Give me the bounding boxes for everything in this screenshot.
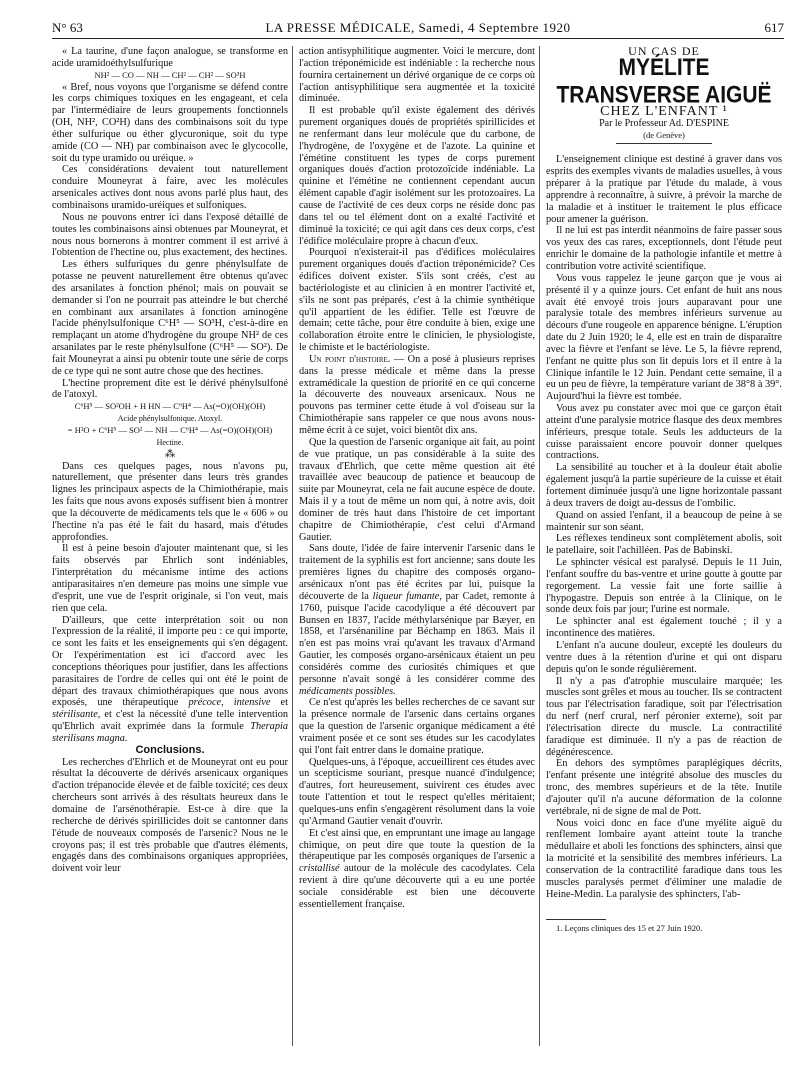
paragraph: Sans doute, l'idée de faire intervenir l'arsenic dans le traitement de la syphilis est fort ancienne; sans doute les premières lignes du chapitre des composés organo-arsénicaux n'ont pas été écrites par lui, puisque la découverte de la liqueur fumante, par Cadet, remonte à 1760, puisque l'acide cacodylique a été découvert par Bunsen en 1837, l'acide méthylarsénique par Bæyer, en 1858, et l'arsénaniline par Béchamp en 1863. Mais il n'en est pas moins vrai qu'avant les travaux d'Armand Gautier, les composés organo-arsénicaux étaient un peu considérés comme des curiosités chimiques et que personne n'avait songé à les considérer comme des médicaments possibles. xyxy=(299,543,535,697)
paragraph: Il est probable qu'il existe également des dérivés purement organiques doués de propriétés spirillicides et ne renfermant dans leur molécule que du carbone, de l'hydrogène, de l'oxygène et de l'azote. La quinine et l'émétine constituent les types de corps purement organiques doués d'action protozoïcide indéniable. La quinine et l'émétine ne contiennent cependant aucun élément capable d'agir isolément sur les protozoaires. La cause de l'activité de ces deux corps ne réside donc pas dans tel ou tel élément dont on a exalté l'activité et diminué la toxicité; ce qui agit dans ces deux corps, c'est l'édifice moléculaire propre à chacun d'eux. xyxy=(299,105,535,247)
page-number: 617 xyxy=(764,20,784,35)
formula-reaction: C⁶H⁵ — SO²OH + H HN — C⁶H⁴ — As(=O)(OH)(OH) xyxy=(74,401,266,412)
paragraph: Les éthers sulfuriques du genre phénylsulfate de potasse ne peuvent naturellement être obtenus qu'avec des arsanilates à fonction phénol; mais on pouvait se demander si l'on ne pourrait pas atteindre le but cherché en combinant aux arsanilates à fonction aminogène l'acide phénylsulfonique C⁶H⁵ — SO³H, c'est-à-dire en remplaçant un atome d'hydrogène du groupe NH² de ces arsanilates par le reste phénylsulfone (C⁶H⁵ — SO²). De fait Mouneyrat a ainsi pu obtenir toute une série de corps de ce type qui ne sont autre chose que des hectines. xyxy=(52,259,288,377)
paragraph: Dans ces quelques pages, nous n'avons pu, naturellement, que présenter dans leurs très grandes lignes les principaux aspects de la Chimiothérapie, mais les faits que nous avons exposés suffisent bien à montrer que la découverte de médicaments tels que le « 606 » ou l'hectine n'a pas été le fait du hasard, mais d'études approfondies. xyxy=(52,460,288,543)
column-1 xyxy=(52,46,288,875)
paragraph: Il ne lui est pas interdit néanmoins de faire passer sous vos yeux des cas rares, exceptionnels, dont l'étude peut enrichir le domaine de la pathologie infantile et mettre à contribution votre activité scientifique. xyxy=(546,225,782,272)
paragraph: Ces considérations devaient tout naturellement conduire Mouneyrat à faire, avec les molécules arsenicales actives dont nous avons parlé plus haut, des combinaisons uramido-uréiques et sulfoniques. xyxy=(52,164,288,211)
paragraph: En dehors des symptômes paraplégiques décrits, l'enfant présente une intégrité absolue des muscles du tronc, des membres supérieurs et de la tête. Inutile d'ajouter qu'il n'a aucune déformation de la colonne vertébrale, ni de signe de mal de Pott. xyxy=(546,758,782,817)
paragraph: Il est à peine besoin d'ajouter maintenant que, si les faits observés par Ehrlich sont indéniables, l'interprétation du mécanisme intime des actions antiparasitaires n'en demeure pas moins une simple vue d'esprit, une vue de l'esprit originale, si l'on veut, mais rien que cela. xyxy=(52,543,288,614)
paragraph: Ce n'est qu'après les belles recherches de ce savant sur la présence normale de l'arsenic dans certains organes que la question de l'arsenic organique médicament a été vraiment posée et ce sont ses études sur les cacodylates qui l'ont fait entrer dans le domaine pratique. xyxy=(299,697,535,756)
paragraph: Il n'y a pas d'atrophie musculaire marquée; les muscles sont grêles et mous au toucher. Ils se contractent tous par l'électrisation faradique, soit par l'électrisation du nerf (nerf crural, nerf péronier externe), soit par l'électrisation directe du muscle. La contractilité faradique est diminuée. Il n'y a pas de réaction de dégénérescence. xyxy=(546,675,782,758)
paragraph: D'ailleurs, que cette interprétation soit ou non l'expression de la réalité, il importe peu : ce qui importe, ce sont les faits et les enseignements qui s'en dégagent. Or l'expérimentation est ici d'accord avec les conceptions théoriques pour justifier, dans les affections parasitaires de l'ordre de celles qui ont été le point de départ des travaux chimiothérapiques que nous avons exposés, une thérapeutique précoce, intensive et stérilisante, et c'est la nécessité d'une telle intervention qu'Ehrlich avait exprimée dans la formule Therapia sterilisans magna. xyxy=(52,614,288,744)
paragraph: Vous vous rappelez le jeune garçon que je vous ai présenté il y a quinze jours. Cet enfant de huit ans nous avait été envoyé trois jours auparavant pour une paralysie totale des membres inférieurs survenue au décours d'une rougeole en apparence bénigne. L'éruption date du 2 Juin 1920; le 4, elle est en train de disparaître avec la fièvre et l'enfant se lève. Le 5, la fièvre reprend, l'enfant ne quitte plus son lit depuis lors et il entre à la Clinique infantile le 12 Juin. Pendant cette semaine, il a eu un peu de fièvre, la température variant de 38°8 à 39°. Aujourd'hui la fièvre est tombée. xyxy=(546,272,782,403)
paragraph: Les recherches d'Ehrlich et de Mouneyrat ont eu pour résultat la découverte de dérivés arsenicaux organiques d'action trépanocide élevée et de faible toxicité; ces deux chercheurs sont arrivés à des résultats heureux dans le domaine de l'arsénothérapie. Est-ce à dire que la recherche de dérivés spirillicides doit se cantonner dans l'étude de nouveaux composés de l'arsenic? Nous ne le croyons pas; il est très probable que d'autres éléments, engagés dans des combinaisons organiques appropriées, doivent voir leur xyxy=(52,756,288,875)
page-header xyxy=(52,20,784,36)
paragraph: Nous voici donc en face d'une myélite aiguë du renflement lombaire ayant atteint toute la tranche médullaire et aboli les fonctions des sphincters, ainsi que la motricité et la sensibilité des membres inférieurs. La conservation de la contractilité faradique dans tous les muscles paralysés permet d'éliminer une maladie de Heine-Medin. La paralysie des sphincters, l'ab- xyxy=(546,817,782,900)
paragraph: « La taurine, d'une façon analogue, se transforme en acide uramidoéthylsulfurique xyxy=(52,46,288,69)
column-3 xyxy=(546,46,782,934)
paragraph: Pourquoi n'existerait-il pas d'édifices moléculaires purement organiques doués d'action tréponémicide? Ces édifices doivent exister. S'ils sont créés, c'est au bactériologiste et au clinicien à en montrer l'activité et, s'ils ne sont pas préparés, c'est à la chimie synthétique qu'il appartient de les édifier. Telle est l'œuvre de demain; cette tâche, pour être conduite à bien, exige une collaboration étroite entre le clinicien, le physiologiste, le chimiste et le bactériologiste. xyxy=(299,247,535,354)
author-affiliation: (de Genève) xyxy=(643,129,685,140)
paragraph: L'enseignement clinique est destiné à graver dans vos esprits des exemples vivants de maladies usuelles, à vous préparer à la pratique par l'étude du malade, à vous apprendre à reconnaître, à suivre, à prévoir la marche de la maladie et à instituer le traitement le plus efficace pour amener la guérison. xyxy=(546,154,782,225)
formula-uramido: NH² — CO — NH — CH² — CH² — SO³H xyxy=(94,69,246,80)
footnote: 1. Leçons cliniques des 15 et 27 Juin 1920. xyxy=(556,922,703,933)
formula-labels: Acide phénylsulfonique. Atoxyl. xyxy=(117,414,223,424)
paragraph: L'hectine proprement dite est le dérivé phénylsulfoné de l'atoxyl. xyxy=(52,377,288,401)
article-subtitle: CHEZ L'ENFANT ¹ xyxy=(600,103,728,119)
title-rule xyxy=(616,143,712,144)
paragraph: Vous avez pu constater avec moi que ce garçon était atteint d'une paralysie motrice flasque des deux membres inférieurs, presque totale. Seuls les adducteurs de la cuisse paraissaient encore pouvoir donner quelques contractions. xyxy=(546,403,782,462)
paragraph: Quelques-uns, à l'époque, accueillirent ces études avec un scepticisme souriant, presque nuancé d'indulgence; d'autres, fort heureusement, suivirent ces études avec toute l'attention et tout le respect qu'elles méritaient; quelques-uns enfin s'engagèrent résolument dans la voie qu'Armand Gautier venait d'ouvrir. xyxy=(299,756,535,827)
formula-hectine: = H²O + C⁶H⁵ — SO² — NH — C⁶H⁴ — As(=O)(OH)(OH) xyxy=(67,425,273,435)
article-kicker: UN CAS DE xyxy=(628,44,700,58)
article-author: Par le Professeur Ad. D'ESPINE xyxy=(599,117,729,129)
section-heading-conclusions: Conclusions. xyxy=(135,743,205,756)
run-in-heading: Un point d'histoire. xyxy=(309,353,391,365)
paragraph: Quand on assied l'enfant, il a beaucoup de peine à se maintenir sur son séant. xyxy=(546,509,782,533)
journal-title: LA PRESSE MÉDICALE, Samedi, 4 Septembre 1920 xyxy=(265,20,571,35)
issue-number: N° 63 xyxy=(52,20,83,35)
article-title: MYÉLITE TRANSVERSE AIGUË xyxy=(556,54,772,109)
footnote-rule xyxy=(546,919,606,920)
paragraph: Les réflexes tendineux sont complètement abolis, soit le patellaire, soit l'achilléen. Pas de Babinski. xyxy=(546,533,782,557)
column-2 xyxy=(299,46,535,911)
section-stars: ⁂ xyxy=(164,448,176,460)
paragraph: action antisyphilitique augmenter. Voici le mercure, dont l'action tréponémicide est indéniable : la recherche nous fournira certainement un dérivé organique de ce corps où l'action antisyphilitique sera augmentée et la toxicité diminuée. xyxy=(299,46,535,105)
paragraph: Et c'est ainsi que, en empruntant une image au langage chimique, on peut dire que toute la question de la thérapeutique par les composés organiques de l'arsenic a cristallisé autour de la molécule des cacodylates. Cela revient à dire qu'une découverte qui a eu une portée sociale considérable est bien une découverte essentiellement française. xyxy=(299,827,535,910)
paragraph: Nous ne pouvons entrer ici dans l'exposé détaillé de toutes les combinaisons ainsi obtenues par Mouneyrat, et nous nous bornerons à montrer comment il est arrivé à l'obtention de l'hectine ou, plus exactement, des hectines. xyxy=(52,211,288,259)
paragraph: L'enfant n'a aucune douleur, excepté les douleurs du ventre dues à la rétention d'urine et qui ont disparu depuis qu'on le sonde régulièrement. xyxy=(546,639,782,675)
paragraph: Un point d'histoire. — On a posé à plusieurs reprises dans la presse médicale et même dans la presse extramédicale la question de priorité en ce qui concerne la découverte des nouveaux arsenicaux. Nous ne pouvons pas terminer cette étude à vol d'oiseau sur la Chimiothérapie sans rappeler ce que nous avons nous-même écrit à ce sujet, voici bientôt dix ans. xyxy=(299,353,535,436)
paragraph: Le sphincter anal est également touché ; il y a incontinence des matières. xyxy=(546,616,782,640)
column-divider-2 xyxy=(539,46,540,1046)
paragraph: Que la question de l'arsenic organique ait fait, au point de vue pratique, un pas considérable à la suite des travaux d'Ehrlich, que cette même question ait été travaillée avec beaucoup de patience et beaucoup de suite par Mouneyrat, cela ne fait aucune espèce de doute. Mais il y a tout de même un nom qui, à notre avis, doit dominer de très haut dans l'histoire de cet important chapitre de Chimiothérapie, c'est celui d'Armand Gautier. xyxy=(299,436,535,543)
paragraph: Le sphincter vésical est paralysé. Depuis le 11 Juin, l'enfant souffre du bas-ventre et urine goutte à goutte par regorgement. La vessie fait une forte saillie à l'hypogastre. Depuis son entrée à la Clinique, on le sonde deux fois par jour; l'urine est normale. xyxy=(546,557,782,616)
column-divider-1 xyxy=(292,46,293,1046)
header-rule xyxy=(52,38,784,39)
paragraph: « Bref, nous voyons que l'organisme se défend contre les corps chimiques toxiques en les engageant, et cela par l'intermédiaire de leurs groupements fonctionnels (OH, NH², CO²H) dans des combinaisons soit du type éther sulfurique ou éther glycuronique, soit du type amide (CO — NH) par combinaison avec le glycocolle, soit du type uramido ou uréique. » xyxy=(52,81,288,164)
formula-label-hectine: Hectine. xyxy=(156,437,184,447)
paragraph: La sensibilité au toucher et à la douleur était abolie également jusqu'à la partie supérieure de la cuisse et était fortement diminuée jusqu'à une ligne horizontale passant à deux travers de doigt au-dessus de l'ombilic. xyxy=(546,462,782,509)
